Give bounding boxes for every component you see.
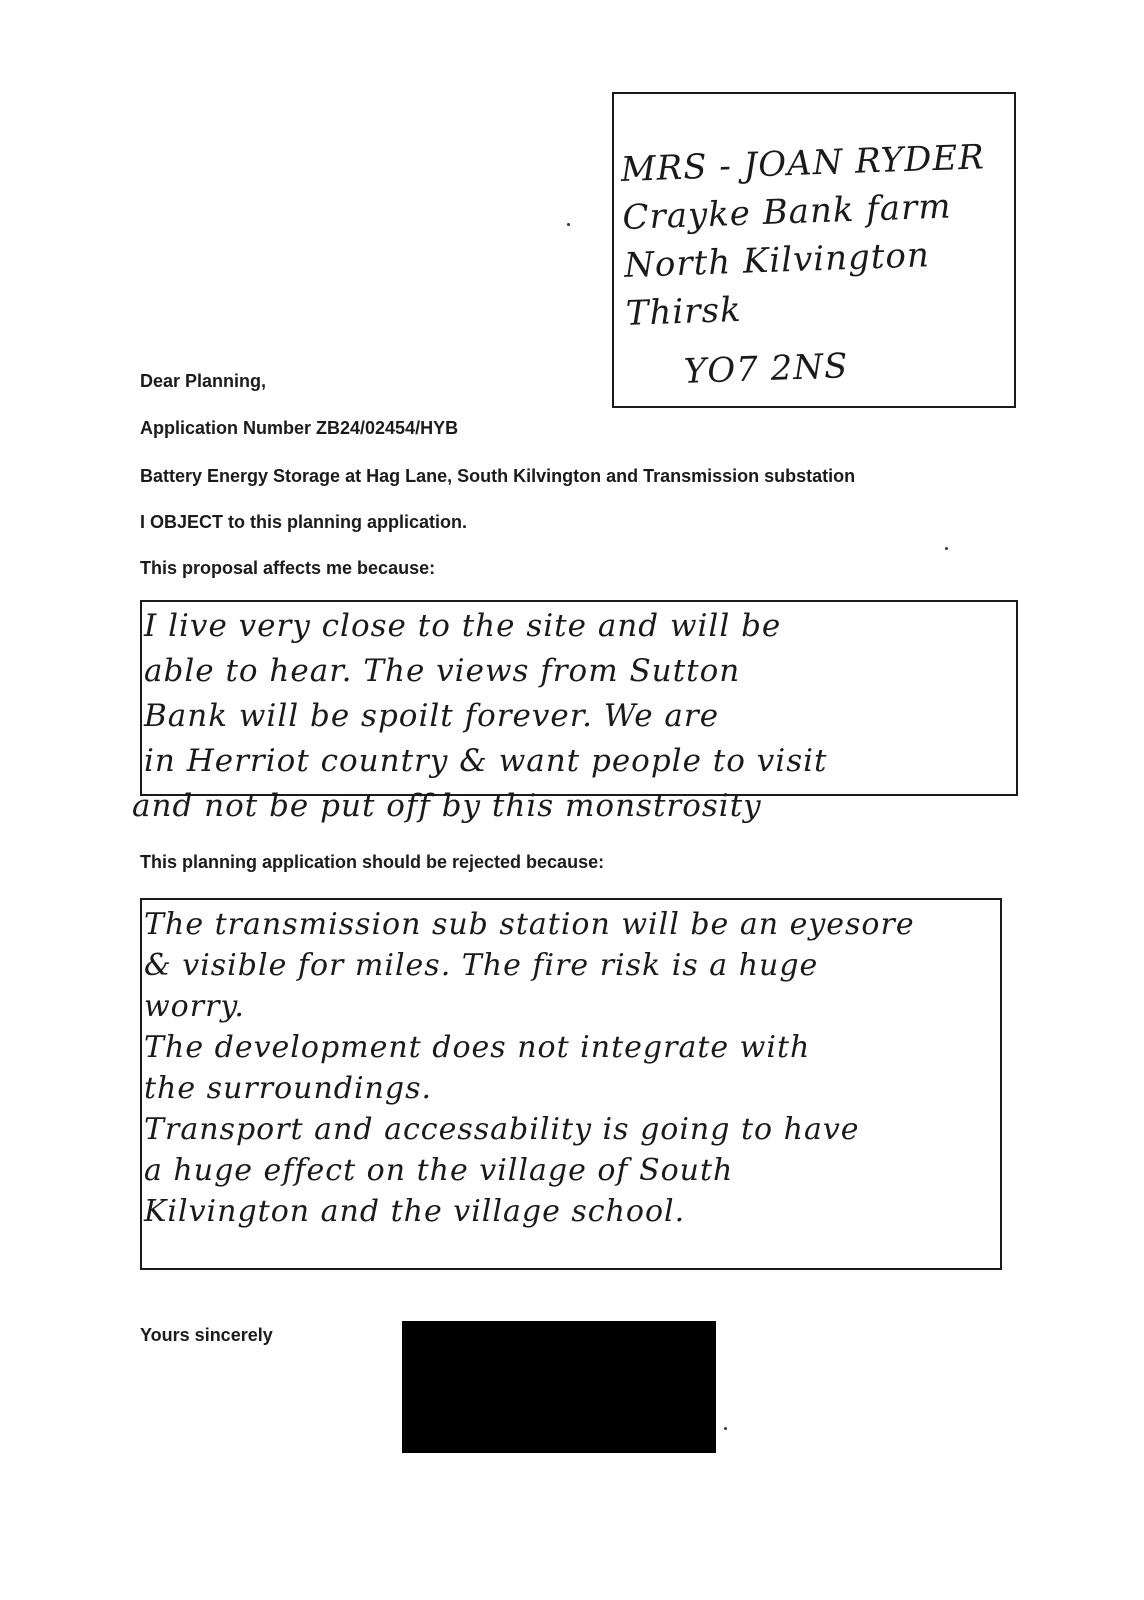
reason-line: The transmission sub station will be an eyesore	[144, 907, 915, 942]
reason-line: worry.	[144, 989, 245, 1024]
scan-speck	[567, 223, 570, 226]
affects-line: in Herriot country & want people to visit	[144, 743, 828, 779]
salutation: Dear Planning,	[140, 371, 267, 391]
scan-speck	[724, 1427, 727, 1430]
affects-line: Bank will be spoilt forever. We are	[144, 698, 720, 734]
rejection-reasons-box	[140, 898, 1002, 1270]
scan-speck	[945, 547, 948, 550]
affects-response-text	[132, 604, 828, 829]
reason-line: the surroundings.	[144, 1071, 433, 1106]
reason-line: The development does not integrate with	[144, 1030, 811, 1065]
redacted-signature	[402, 1321, 716, 1453]
address-line-postcode: YO7 2NS	[683, 346, 849, 392]
affects-line: I live very close to the site and will be	[144, 608, 782, 644]
application-number: Application Number ZB24/02454/HYB	[140, 418, 459, 438]
affects-line: and not be put off by this monstrosity	[132, 788, 762, 824]
address-line-farm: Crayke Bank farm	[621, 186, 953, 238]
sender-address	[620, 132, 1016, 397]
address-line-town: Thirsk	[625, 289, 743, 334]
reason-line: Transport and accessability is going to have	[144, 1112, 860, 1147]
rejected-heading: This planning application should be rejected because:	[140, 852, 605, 872]
objection-statement: I OBJECT to this planning application.	[140, 512, 468, 532]
address-line-name: MRS - JOAN RYDER	[620, 137, 986, 190]
address-line-village: North Kilvington	[623, 235, 931, 286]
affects-heading: This proposal affects me because:	[140, 558, 436, 578]
rejection-reasons-text	[144, 904, 915, 1232]
address-box	[612, 92, 1016, 408]
affects-line: able to hear. The views from Sutton	[144, 653, 741, 689]
affects-response-box	[132, 600, 1018, 824]
reason-line: a huge effect on the village of South	[144, 1153, 734, 1188]
reason-line: & visible for miles. The fire risk is a huge	[144, 948, 819, 983]
reason-line: Kilvington and the village school.	[144, 1194, 686, 1229]
closing: Yours sincerely	[140, 1325, 273, 1345]
project-title: Battery Energy Storage at Hag Lane, South Kilvington and Transmission substation	[140, 466, 856, 486]
